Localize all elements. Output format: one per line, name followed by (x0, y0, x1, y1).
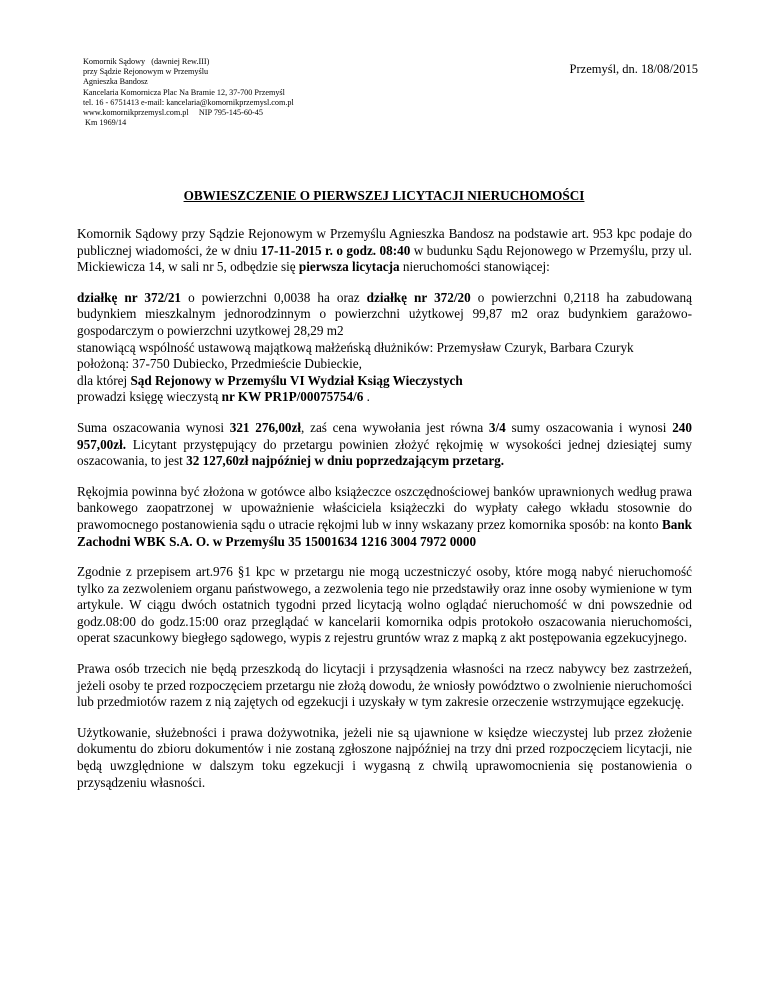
header-line: Komornik Sądowy (dawniej Rew.III) (83, 57, 210, 66)
case-number: Km 1969/14 (83, 118, 127, 128)
paragraph-intro (77, 226, 692, 276)
bank-account: Bank Zachodni WBK S.A. O. w Przemyślu 35 15001634 1216 3004 7972 0000 (77, 516, 692, 549)
text: nieruchomości stanowiącej: (399, 259, 550, 275)
text: Rękojmia powinna być złożona w gotówce albo książeczce oszczędnościowej banków uprawnionych według prawa bankowego zaopatrzonej w upoważnienie właściciela książeczki do wypłaty całego wkładu stosownie do prawomocnego postanowienia sądu o utracie rękojmi lub w inny wskazany przez komornika sposób: na konto (77, 483, 692, 532)
text: w budunku Sądu Rejonowego w Przemyślu, przy ul. Mickiewicza 14, w sali nr 5, odbędzie się (77, 242, 692, 275)
announcement-body (77, 226, 692, 805)
paragraph-property (77, 290, 692, 340)
deposit-amount: 32 127,60zł najpóźniej w dniu poprzedzającym przetarg. (186, 453, 505, 469)
parcel-number: działkę nr 372/20 (366, 289, 471, 305)
court-line (77, 373, 692, 390)
starting-price: 240 957,00zł. (77, 419, 692, 452)
header-line: Kancelaria Komornicza Plac Na Bramie 12, 37-700 Przemyśl (83, 87, 285, 97)
paragraph-easements: Użytkowanie, służebności i prawa dożywotnika, jeżeli nie są ujawnione w księdze wieczystej lub przez złożenie dokumentu do zbioru dokumentów i nie zostaną zgłoszone najpóźniej na trzy dni przed rozpoczęciem licytacji, nie będą uwzględnione w dalszym toku egzekucji i wygasną z chwilą uprawomocnienia się postanowienia o przysądzeniu własności. (77, 724, 692, 790)
text: , zaś cena wywołania jest równa (301, 419, 489, 435)
header-line: www.komornikprzemysl.com.pl NIP 795-145-60-45 (83, 108, 263, 118)
paragraph-third-party-rights: Prawa osób trzecich nie będą przeszkodą do licytacji i przysądzenia własności na rzecz nabywcy bez zastrzeżeń, jeżeli osoby te przed rozpoczęciem przetargu nie złożą dowodu, że wniosły powództwo o zwolnienie nieruchomości lub przedmiotów razem z nią zajętych od egzekucji i uzyskały w tym zakresie orzeczenie wstrzymujące egzekucję. (77, 661, 692, 710)
text: Komornik Sądowy przy Sądzie Rejonowym w Przemyślu Agnieszka Bandosz na podstawie art. 953 kpc podaje do publicznej wiadomości, że w dniu (77, 226, 692, 258)
paragraph-participation: Zgodnie z przepisem art.976 §1 kpc w przetargu nie mogą uczestniczyć osoby, które mogą nabyć nieruchomość tylko za zezwoleniem organu państwowego, a zezwolenia tego nie przedstawiły oraz inne osoby wymienione w tym artykule. W ciągu dwóch ostatnich tygodni przed licytacją wolno oglądać nieruchomość w dni powszednie od godz.08:00 do godz.15:00 oraz przeglądać w kancelarii komornika odpis protokoło oszacowania nieruchomości, operat szacunkowy biegłego sądowego, wypis z rejestru gruntów wraz z mapką z akt postępowania egzekucyjnego. (77, 564, 692, 646)
document-title: OBWIESZCZENIE O PIERWSZEJ LICYTACJI NIERUCHOMOŚCI (183, 188, 585, 203)
ownership-line: stanowiącą wspólność ustawową majątkową małżeńską dłużników: Przemysław Czuryk, Barbara Czuryk (77, 339, 634, 355)
court-name: Sąd Rejonowy w Przemyślu VI Wydział Ksiąg Wieczystych (130, 372, 463, 388)
auction-type: pierwsza licytacja (298, 259, 400, 275)
text: prowadzi księgę wieczystą (77, 389, 222, 405)
text: sumy oszacowania i wynosi (505, 419, 673, 435)
valuation-sum: 321 276,00zł (229, 419, 302, 435)
text: Suma oszacowania wynosi (77, 419, 230, 435)
header-line: przy Sądzie Rejonowym w Przemyślu (83, 67, 209, 77)
header-line: Agnieszka Bandosz (83, 77, 148, 87)
fraction: 3/4 (488, 419, 506, 435)
header-line: tel. 16 - 6751413 e-mail: kancelaria@komornikprzemysl.com.pl (83, 97, 294, 107)
paragraph-deposit (77, 484, 692, 550)
location-line: położoną: 37-750 Dubiecko, Przedmieście Dubieckie, (77, 356, 362, 372)
land-register-line (77, 389, 692, 406)
auction-date: 17-11-2015 r. o godz. 08:40 (260, 242, 411, 258)
text: o powierzchni 0,0038 ha oraz (181, 289, 367, 305)
text: dla której (77, 372, 131, 388)
paragraph-valuation (77, 420, 692, 470)
land-register-number: nr KW PR1P/00075754/6 (221, 389, 364, 405)
bailiff-header (83, 57, 403, 128)
text: . (363, 389, 370, 405)
text: o powierzchni 0,2118 ha zabudowaną budynkiem mieszkalnym jednorodzinnym o powierzchni użytkowej 99,87 m2 oraz budynkiem garażowo-gospodarczym o powierzchni uzytkowej 28,29 m2 (77, 289, 692, 338)
place-date: Przemyśl, dn. 18/08/2015 (569, 62, 698, 76)
text: Licytant przystępujący do przetargu powinien złożyć rękojmię w wysokości jednej dziesiątej sumy oszacowania, to jest (77, 436, 692, 469)
parcel-number: działkę nr 372/21 (77, 289, 182, 305)
